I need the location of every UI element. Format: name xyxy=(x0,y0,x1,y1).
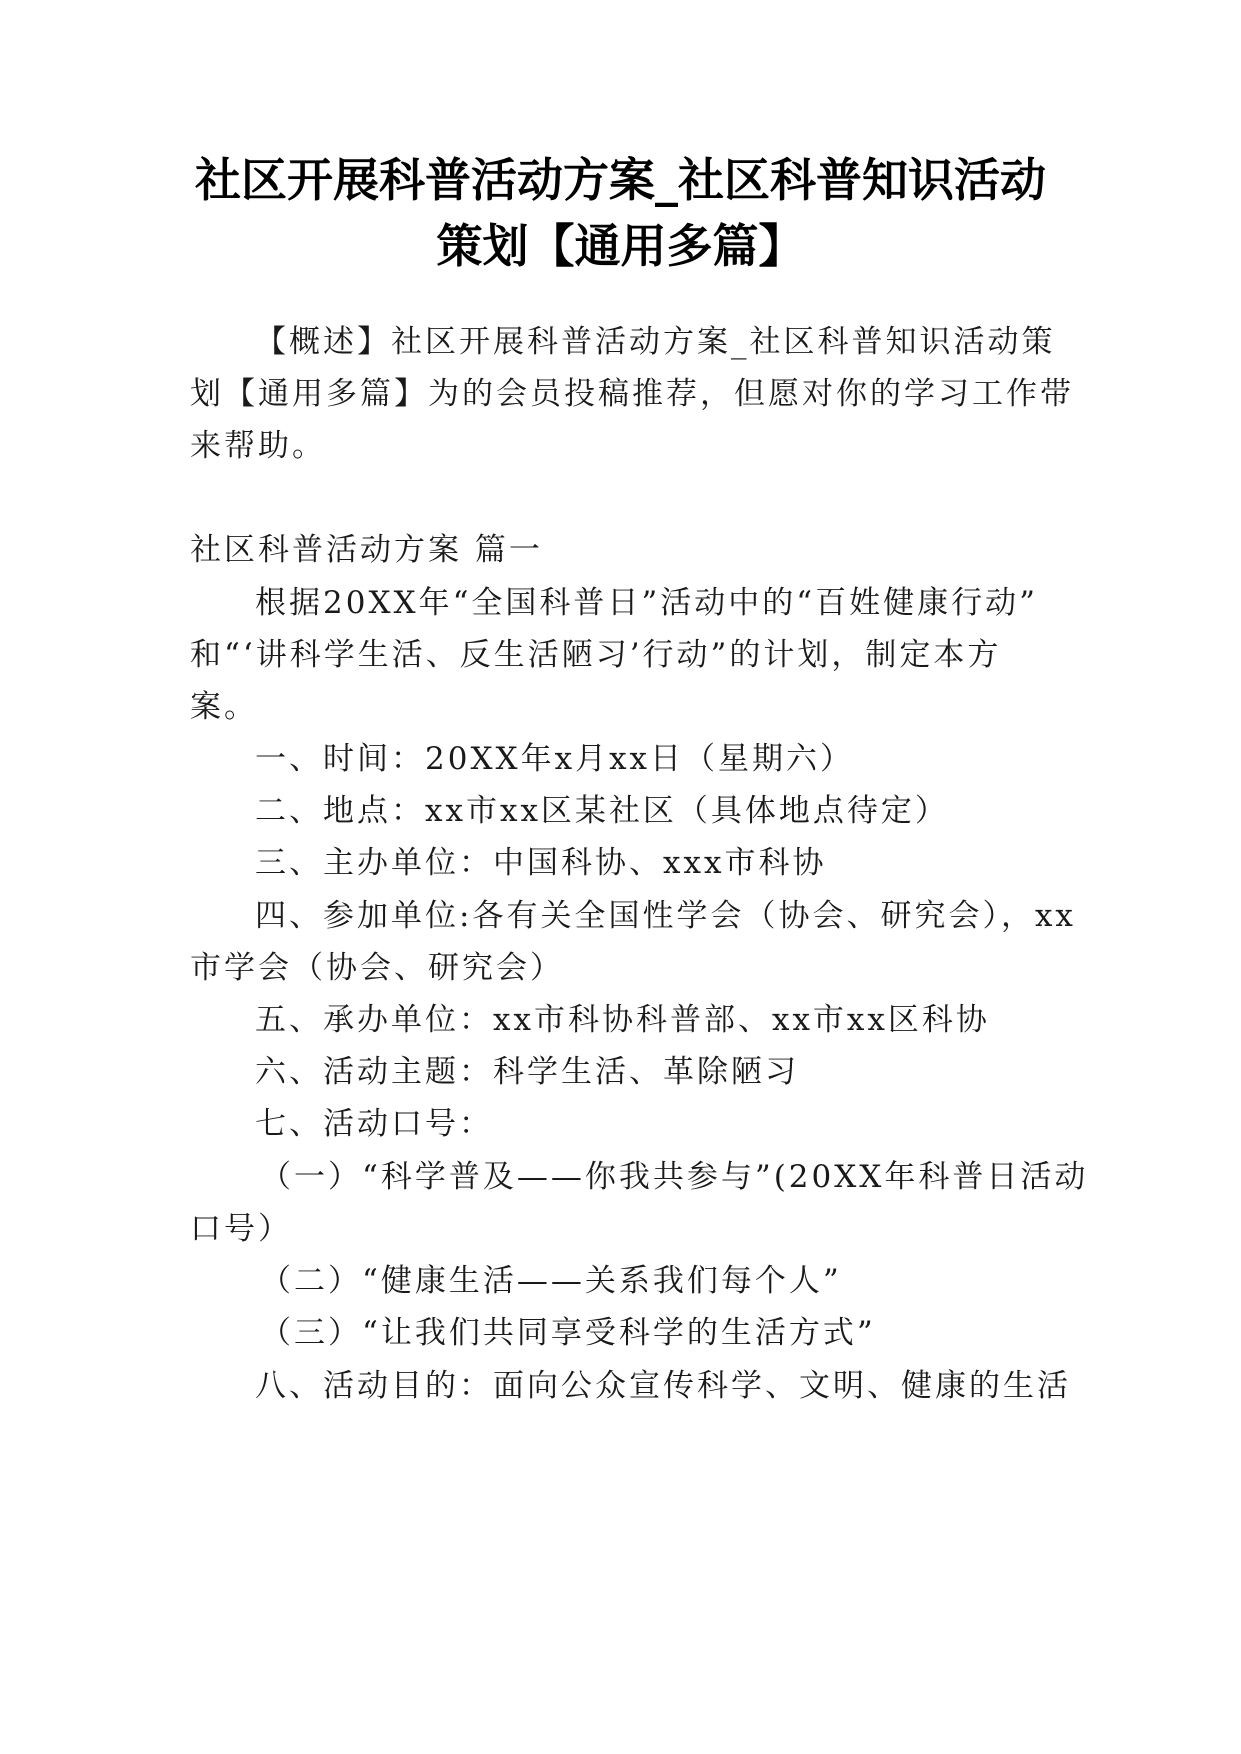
list-item-purpose: 八、活动目的：面向公众宣传科学、文明、健康的生活 xyxy=(255,1368,1071,1404)
list-item-organizer: 三、主办单位：中国科协、xxx市科协 xyxy=(255,845,827,881)
summary-line-1: 【概述】社区开展科普活动方案_社区科普知识活动策 xyxy=(255,324,1056,360)
section-heading: 社区科普活动方案 篇一 xyxy=(190,532,543,568)
summary-line-2: 划【通用多篇】为的会员投稿推荐，但愿对你的学习工作带 xyxy=(190,376,1074,412)
list-item-slogan-heading: 七、活动口号： xyxy=(255,1106,493,1142)
slogan-item-1: （一）“科学普及——你我共参与”(20XX年科普日活动 xyxy=(260,1159,1089,1195)
list-item-participants-cont: 市学会（协会、研究会） xyxy=(190,950,564,986)
body-line: 案。 xyxy=(190,689,258,725)
slogan-item-1-cont: 口号） xyxy=(190,1211,292,1247)
list-item-time: 一、时间：20XX年x月xx日（星期六） xyxy=(255,741,855,777)
list-item-participants: 四、参加单位:各有关全国性学会（协会、研究会），xx xyxy=(255,898,1076,934)
slogan-item-2: （二）“健康生活——关系我们每个人” xyxy=(260,1263,842,1299)
document-title-line-2: 策划【通用多篇】 xyxy=(436,219,805,273)
list-item-undertaker: 五、承办单位：xx市科协科普部、xx市xx区科协 xyxy=(255,1002,990,1038)
body-line: 和“‘讲科学生活、反生活陋习’行动”的计划，制定本方 xyxy=(190,637,1002,673)
summary-line-3: 来帮助。 xyxy=(190,428,326,464)
body-line: 根据20XX年“全国科普日”活动中的“百姓健康行动” xyxy=(255,585,1038,621)
list-item-location: 二、地点：xx市xx区某社区（具体地点待定） xyxy=(255,793,949,829)
document-title-line-1: 社区开展科普活动方案_社区科普知识活动 xyxy=(195,153,1046,207)
slogan-item-3: （三）“让我们共同享受科学的生活方式” xyxy=(260,1315,876,1351)
list-item-theme: 六、活动主题：科学生活、革除陋习 xyxy=(255,1054,799,1090)
